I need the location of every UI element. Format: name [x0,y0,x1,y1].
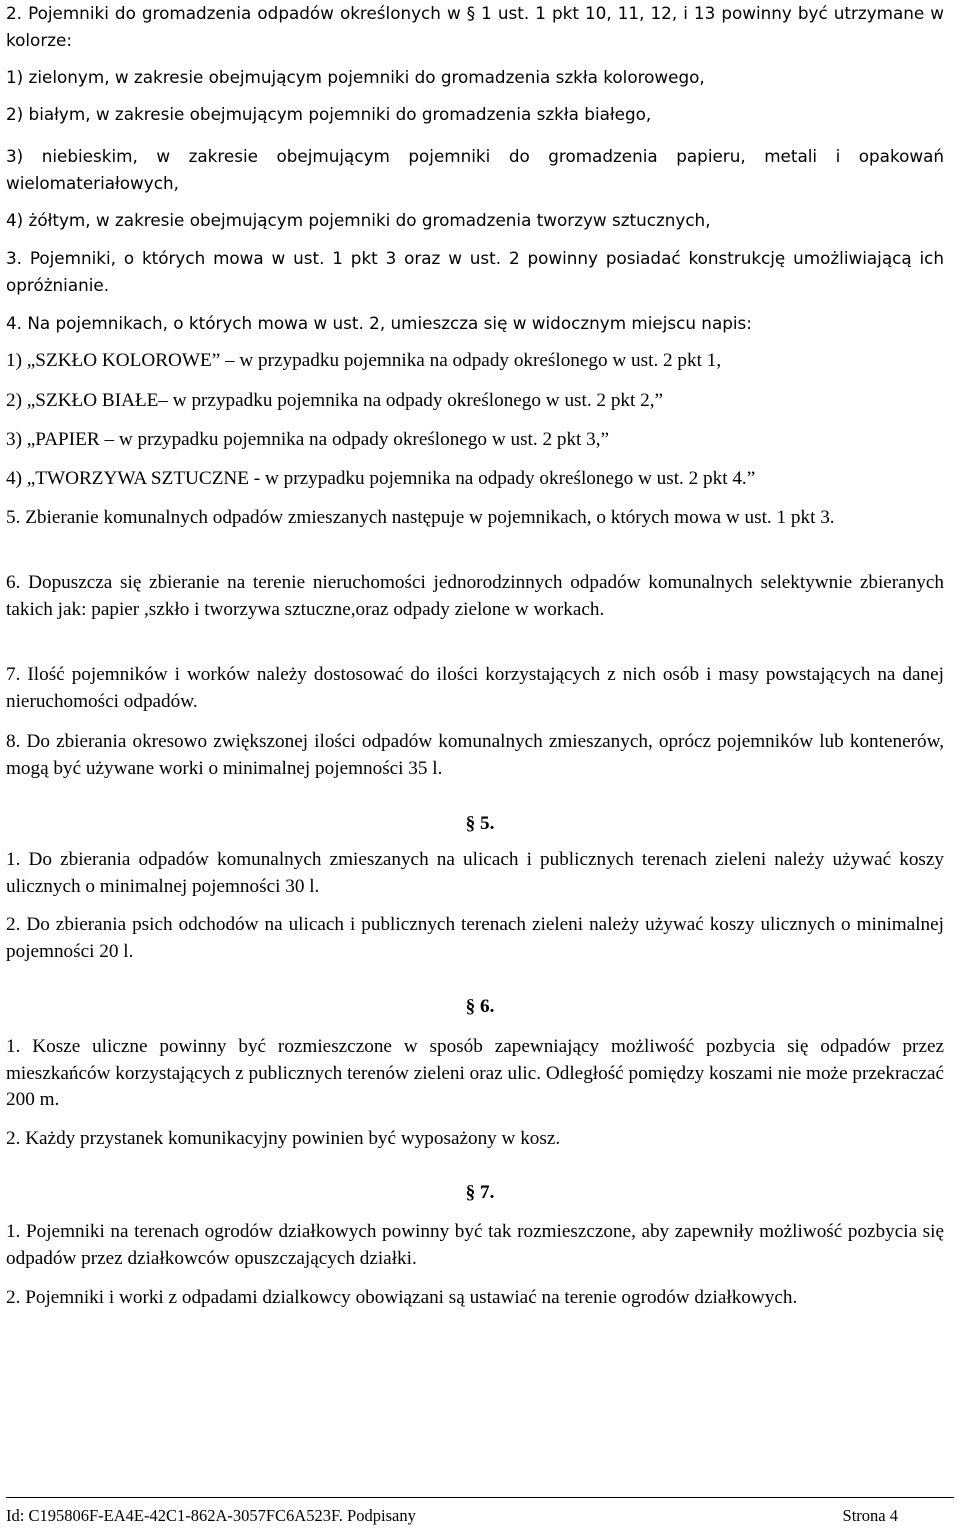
label-item-colored-glass: 1) „SZKŁO KOLOROWE” – w przypadku pojemnika na odpady określonego w ust. 2 pkt 1, [6,350,722,371]
section-6-paragraph-2: 2. Każdy przystanek komunikacyjny powinien być wyposażony w kosz. [6,1128,561,1149]
section-5-paragraph-1: 1. Do zbierania odpadów komunalnych zmieszanych na ulicach i publicznych terenach zieleni należy używać koszy ulicznych o minimalnej pojemności 30 l. [6,849,944,897]
list-item-green: 1) zielonym, w zakresie obejmującym pojemniki do gromadzenia szkła kolorowego, [6,67,705,87]
paragraph-4-labels: 4. Na pojemnikach, o których mowa w ust. 2, umieszcza się w widocznym miejscu napis: [6,313,752,333]
label-item-paper: 3) „PAPIER – w przypadku pojemnika na odpady określonego w ust. 2 pkt 3,” [6,429,610,450]
list-item-blue: 3) niebieskim, w zakresie obejmującym pojemniki do gromadzenia papieru, metali i opakowań wielomateriałowych, [6,146,944,193]
section-5-paragraph-2: 2. Do zbierania psich odchodów na ulicach i publicznych terenach zieleni należy używać koszy ulicznych o minimalnej pojemności 20 l. [6,914,944,962]
section-heading-5: § 5. [465,813,495,834]
section-7-paragraph-1: 1. Pojemniki na terenach ogrodów działkowych powinny być tak rozmieszczone, aby zapewniły możliwość pozbycia się odpadów przez działkowców opuszczających działki. [6,1221,944,1269]
label-item-plastics: 4) „TWORZYWA SZTUCZNE - w przypadku pojemnika na odpady określonego w ust. 2 pkt 4.” [6,468,756,489]
section-6-paragraph-1: 1. Kosze uliczne powinny być rozmieszczone w sposób zapewniający możliwość pozbycia się odpadów przez mieszkańców korzystających z publicznych terenów zieleni oraz ulic. Odległość pomiędzy koszami nie może przekraczać 200 m. [6,1036,944,1110]
paragraph-7-container-count: 7. Ilość pojemników i worków należy dostosować do ilości korzystających z nich osób i masy powstających na danej nieruchomości odpadów. [6,664,944,712]
footer-page-number: Strona 4 [842,1506,898,1525]
list-item-white: 2) białym, w zakresie obejmującym pojemniki do gromadzenia szkła białego, [6,104,652,124]
section-heading-6: § 6. [465,996,495,1017]
paragraph-8-bags: 8. Do zbierania okresowo zwiększonej ilości odpadów komunalnych zmieszanych, oprócz pojemników lub kontenerów, mogą być używane worki o minimalnej pojemności 35 l. [6,731,944,779]
footer-divider [6,1497,954,1498]
paragraph-5-mixed-waste: 5. Zbieranie komunalnych odpadów zmieszanych następuje w pojemnikach, o których mowa w ust. 1 pkt 3. [6,507,835,528]
label-item-white-glass: 2) „SZKŁO BIAŁE– w przypadku pojemnika na odpady określonego w ust. 2 pkt 2,” [6,390,664,411]
footer-document-id: Id: C195806F-EA4E-42C1-862A-3057FC6A523F. Podpisany [6,1506,416,1525]
paragraph-6-selective-collection: 6. Dopuszcza się zbieranie na terenie nieruchomości jednorodzinnych odpadów komunalnych selektywnie zbieranych takich jak: papier ,szkło i tworzywa sztuczne,oraz odpady zielone w workach. [6,572,944,620]
list-item-yellow: 4) żółtym, w zakresie obejmującym pojemniki do gromadzenia tworzyw sztucznych, [6,210,711,230]
section-heading-7: § 7. [465,1182,495,1203]
paragraph-2-container-colors: 2. Pojemniki do gromadzenia odpadów określonych w § 1 ust. 1 pkt 10, 11, 12, i 13 powinny być utrzymane w kolorze: [6,3,944,50]
section-7-paragraph-2: 2. Pojemniki i worki z odpadami dzialkowcy obowiązani są ustawiać na terenie ogrodów działkowych. [6,1287,798,1308]
paragraph-3-construction: 3. Pojemniki, o których mowa w ust. 1 pkt 3 oraz w ust. 2 powinny posiadać konstrukcję umożliwiającą ich opróżnianie. [6,248,944,295]
